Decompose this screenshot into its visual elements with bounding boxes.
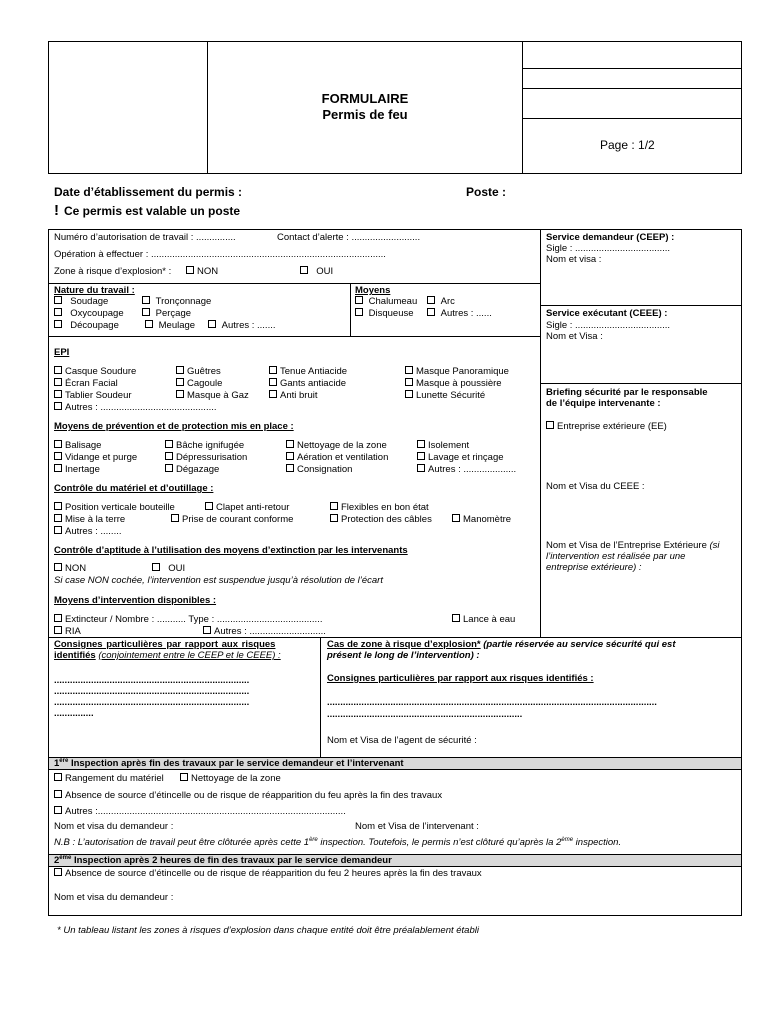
- consignes-title-2: identifiés (conjointement entre le CEEP et le CEEE) :: [54, 650, 281, 661]
- ee-visa-note: l’intervention est réalisée par une: [546, 551, 686, 562]
- controle-mat-title: Contrôle du matériel et d’outillage :: [54, 483, 214, 494]
- cb-ctrl-4[interactable]: Mise à la terre: [54, 514, 125, 525]
- ceee-sigle[interactable]: Sigle : ....................................: [546, 320, 671, 331]
- cb-ctrl-1[interactable]: Position verticale bouteille: [54, 502, 175, 513]
- insp1-title: 1ère Inspection après fin des travaux par le service demandeur et l’intervenant: [54, 757, 404, 769]
- alert-contact-field[interactable]: Contact d’alerte : ..........................: [277, 232, 421, 243]
- ceee-nom-visa[interactable]: Nom et Visa :: [546, 331, 603, 342]
- insp1-demandeur-visa[interactable]: Nom et visa du demandeur :: [54, 821, 174, 832]
- cb-nettoyage[interactable]: Nettoyage de la zone: [180, 773, 281, 784]
- cb-tronconnage[interactable]: Tronçonnage: [142, 296, 211, 307]
- ee-visa-label[interactable]: Nom et Visa de l’Entreprise Extérieure (si: [546, 540, 720, 551]
- nature-title: Nature du travail :: [54, 285, 135, 296]
- cb-extincteur[interactable]: Extincteur / Nombre : ........... Type : ........................................: [54, 614, 322, 625]
- aptitude-note: Si case NON cochée, l’intervention est suspendue jusqu’à résolution de l’écart: [54, 575, 383, 586]
- epi-title: EPI: [54, 347, 70, 358]
- cb-epi-12[interactable]: Lunette Sécurité: [405, 390, 485, 401]
- form-subtitle: Permis de feu: [322, 107, 408, 122]
- briefing-title: Briefing sécurité par le responsable: [546, 387, 708, 398]
- cb-ctrl-6[interactable]: Protection des câbles: [330, 514, 432, 525]
- cb-prev-5[interactable]: Dépressurisation: [165, 452, 247, 463]
- page-number: Page : 1/2: [600, 138, 655, 152]
- cb-epi-10[interactable]: Masque Panoramique: [405, 366, 509, 377]
- cb-insp2-absence[interactable]: Absence de source d’étincelle ou de risque de réapparition du feu 2 heures après la fin des travaux: [54, 868, 482, 879]
- auth-number-field[interactable]: Numéro d’autorisation de travail : ...............: [54, 232, 236, 243]
- cb-chalumeau[interactable]: Chalumeau: [355, 296, 417, 307]
- cb-epi-autres[interactable]: Autres : ............................................: [54, 402, 217, 413]
- form-title: FORMULAIRE: [321, 91, 409, 106]
- zone-ex-line-2[interactable]: ..........................................................................: [327, 709, 523, 720]
- zone-oui-checkbox[interactable]: OUI: [300, 266, 333, 277]
- consignes-line-1[interactable]: ..........................................................................: [54, 675, 250, 686]
- zone-ex-title-2: présent le long de l’intervention) :: [327, 650, 480, 661]
- ceep-sigle[interactable]: Sigle : ....................................: [546, 243, 671, 254]
- cb-ctrl-autres[interactable]: Autres : ........: [54, 526, 122, 537]
- ceep-title: Service demandeur (CEEP) :: [546, 232, 675, 243]
- cb-prev-10[interactable]: Isolement: [417, 440, 469, 451]
- cb-epi-8[interactable]: Gants antiacide: [269, 378, 346, 389]
- cb-prev-8[interactable]: Aération et ventilation: [286, 452, 388, 463]
- cb-prev-4[interactable]: Bâche ignifugée: [165, 440, 244, 451]
- cb-prev-1[interactable]: Balisage: [54, 440, 101, 451]
- ee-visa-note-2: entreprise extérieure) :: [546, 562, 642, 573]
- cb-epi-9[interactable]: Anti bruit: [269, 390, 318, 401]
- cb-prev-9[interactable]: Consignation: [286, 464, 352, 475]
- footnote: * Un tableau listant les zones à risques d’explosion dans chaque entité doit être préalablement établi: [57, 925, 479, 936]
- cb-oxycoupage[interactable]: Oxycoupage: [54, 308, 124, 319]
- cb-epi-3[interactable]: Tablier Soudeur: [54, 390, 132, 401]
- zone-ex-consignes: Consignes particulières par rapport aux risques identifiés :: [327, 673, 594, 684]
- zone-ex-line-1[interactable]: .............................................................................................................................: [327, 697, 657, 708]
- cb-intervention-autres[interactable]: Autres : .............................: [203, 626, 326, 637]
- cb-epi-5[interactable]: Cagoule: [176, 378, 222, 389]
- cb-meulage[interactable]: Meulage: [145, 320, 195, 331]
- zone-ex-title: Cas de zone à risque d’explosion* (partie réservée au service sécurité qui est: [327, 639, 676, 650]
- cb-prev-2[interactable]: Vidange et purge: [54, 452, 137, 463]
- cb-ctrl-5[interactable]: Prise de courant conforme: [171, 514, 293, 525]
- insp1-intervenant-visa[interactable]: Nom et Visa de l’intervenant :: [355, 821, 479, 832]
- cb-arc[interactable]: Arc: [427, 296, 455, 307]
- cb-epi-4[interactable]: Guêtres: [176, 366, 221, 377]
- zone-label: Zone à risque d’explosion* :: [54, 266, 172, 277]
- cb-insp1-autres[interactable]: Autres :..............................................................................................: [54, 806, 346, 817]
- cb-prev-3[interactable]: Inertage: [54, 464, 100, 475]
- operation-field[interactable]: Opération à effectuer : .........................................................................................: [54, 249, 386, 260]
- cb-prev-7[interactable]: Nettoyage de la zone: [286, 440, 387, 451]
- cb-prev-12[interactable]: Autres : ....................: [417, 464, 516, 475]
- consignes-line-2[interactable]: ..........................................................................: [54, 686, 250, 697]
- cb-ctrl-3[interactable]: Flexibles en bon état: [330, 502, 429, 513]
- cb-epi-11[interactable]: Masque à poussière: [405, 378, 502, 389]
- consignes-line-4[interactable]: ...............: [54, 708, 94, 719]
- cb-epi-1[interactable]: Casque Soudure: [54, 366, 136, 377]
- cb-prev-6[interactable]: Dégazage: [165, 464, 219, 475]
- intervention-title: Moyens d’intervention disponibles :: [54, 595, 217, 606]
- cb-ctrl-7[interactable]: Manomètre: [452, 514, 511, 525]
- aptitude-title: Contrôle d’aptitude à l’utilisation des moyens d’extinction par les intervenants: [54, 545, 408, 556]
- cb-decoupage[interactable]: Découpage: [54, 320, 119, 331]
- cb-insp1-absence[interactable]: Absence de source d’étincelle ou de risque de réapparition du feu après la fin des travaux: [54, 790, 442, 801]
- cb-disqueuse[interactable]: Disqueuse: [355, 308, 414, 319]
- cb-moyens-autres[interactable]: Autres : ......: [427, 308, 492, 319]
- poste-label: Poste :: [466, 185, 507, 199]
- insp2-title: 2ème Inspection après 2 heures de fin des travaux par le service demandeur: [54, 854, 392, 866]
- agent-securite-visa[interactable]: Nom et Visa de l’agent de sécurité :: [327, 735, 477, 746]
- cb-nature-autres[interactable]: Autres : .......: [208, 320, 276, 331]
- insp2-demandeur-visa[interactable]: Nom et visa du demandeur :: [54, 892, 174, 903]
- insp1-nb: N.B : L’autorisation de travail peut être clôturée après cette 1ère inspection. Toutefois, le permis n’est clôturé qu’après la 2ème inspection.: [54, 836, 622, 848]
- cb-rangement[interactable]: Rangement du matériel: [54, 773, 164, 784]
- cb-aptitude-oui[interactable]: OUI: [152, 563, 185, 574]
- warning-mark: !: [54, 202, 59, 219]
- cb-aptitude-non[interactable]: NON: [54, 563, 86, 574]
- cb-ria[interactable]: RIA: [54, 626, 81, 637]
- cb-prev-11[interactable]: Lavage et rinçage: [417, 452, 504, 463]
- moyens-title: Moyens: [355, 285, 391, 296]
- cb-lance-eau[interactable]: Lance à eau: [452, 614, 515, 625]
- cb-epi-6[interactable]: Masque à Gaz: [176, 390, 249, 401]
- consignes-line-3[interactable]: ..........................................................................: [54, 697, 250, 708]
- valid-text: Ce permis est valable un poste: [64, 204, 241, 218]
- zone-non-checkbox[interactable]: NON: [186, 266, 218, 277]
- cb-soudage[interactable]: Soudage: [54, 296, 108, 307]
- cb-ctrl-2[interactable]: Clapet anti-retour: [205, 502, 289, 513]
- cb-epi-2[interactable]: Écran Facial: [54, 378, 118, 389]
- prevention-title: Moyens de prévention et de protection mis en place :: [54, 421, 294, 432]
- ceep-nom-visa[interactable]: Nom et visa :: [546, 254, 602, 265]
- cb-entreprise-exterieure[interactable]: Entreprise extérieure (EE): [546, 421, 667, 432]
- briefing-title-2: de l’équipe intervenante :: [546, 398, 661, 409]
- consignes-title: Consignes particulières par rapport aux risques: [54, 639, 276, 650]
- ceee-title: Service exécutant (CEEE) :: [546, 308, 668, 319]
- date-label: Date d’établissement du permis :: [54, 185, 243, 199]
- cb-percage[interactable]: Perçage: [142, 308, 191, 319]
- cb-epi-7[interactable]: Tenue Antiacide: [269, 366, 347, 377]
- ceee-visa-label[interactable]: Nom et Visa du CEEE :: [546, 481, 645, 492]
